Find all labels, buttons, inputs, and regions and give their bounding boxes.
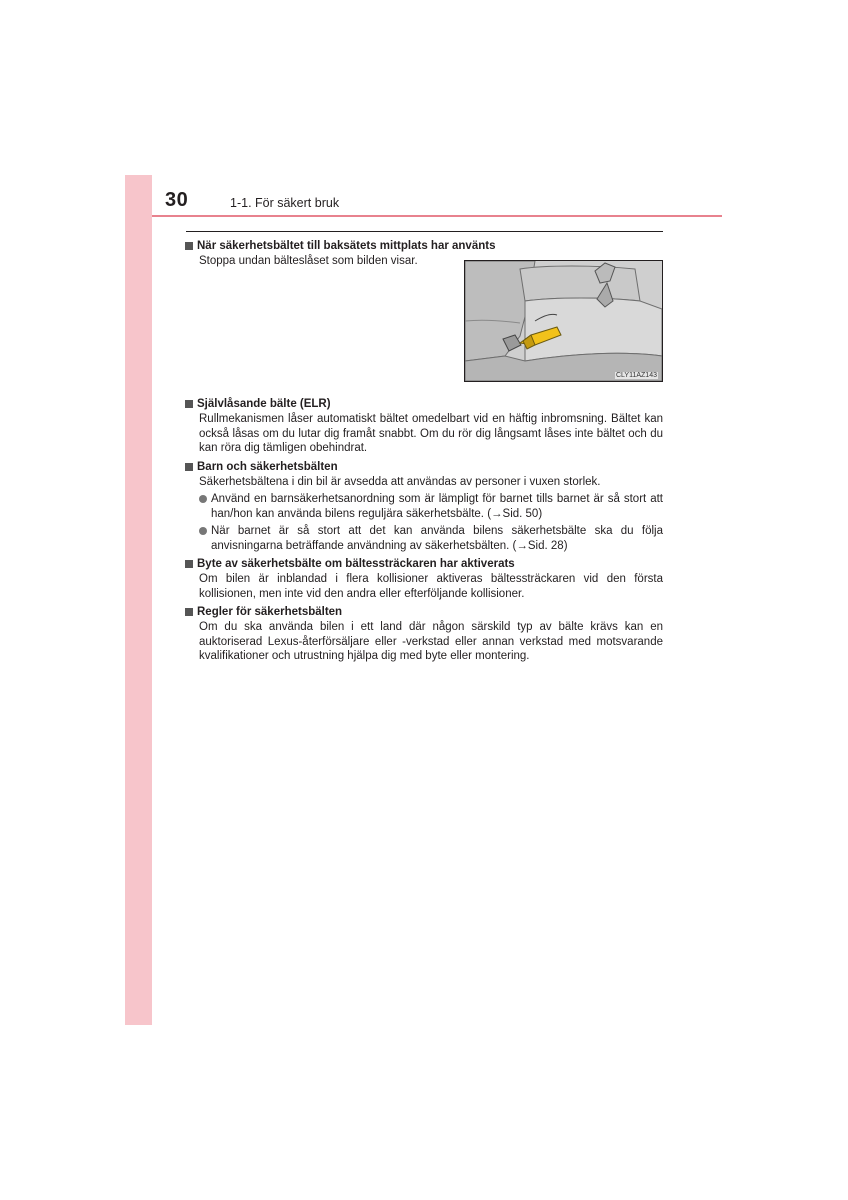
header-rule	[152, 215, 722, 217]
page-number: 30	[165, 189, 189, 211]
list-item-text: När barnet är så stort att det kan använda bilens säkerhetsbälte ska du följa anvisningarna beträffande användning av säkerhetsbälten. (→Sid. 28)	[211, 525, 663, 552]
square-bullet-icon	[185, 400, 193, 408]
section-heading	[185, 459, 663, 475]
round-bullet-icon	[199, 495, 207, 503]
section-belt-regulations	[185, 604, 663, 664]
section-elr-belt	[185, 396, 663, 456]
section-text: Om bilen är inblandad i flera kollisioner aktiveras bältessträckaren vid den första kollisionen, men inte vid den andra eller efterföljande kollisioner.	[199, 573, 663, 600]
heading-text: Regler för säkerhetsbälten	[197, 606, 343, 618]
side-color-band	[125, 175, 152, 1025]
section-heading	[185, 556, 663, 572]
list-item	[199, 524, 663, 553]
content-top-rule	[186, 231, 663, 232]
section-center-seat-belt	[185, 238, 663, 396]
section-children-belts	[185, 459, 663, 554]
section-title: 1-1. För säkert bruk	[230, 196, 340, 210]
section-text: Stoppa undan bälteslåset som bilden visar.	[199, 255, 418, 267]
content	[185, 238, 663, 664]
square-bullet-icon	[185, 608, 193, 616]
section-text: Rullmekanismen låser automatiskt bältet omedelbart vid en häftig inbromsning. Bältet kan också låsas om du lutar dig framåt snabbt. Om du rör dig långsamt låses inte bältet och du kan röra dig tämligen obehindrat.	[199, 413, 663, 454]
heading-text: Byte av säkerhetsbälte om bältessträckaren har aktiverats	[197, 558, 515, 570]
round-bullet-icon	[199, 527, 207, 535]
square-bullet-icon	[185, 242, 193, 250]
square-bullet-icon	[185, 560, 193, 568]
section-heading	[185, 396, 663, 412]
heading-text: När säkerhetsbältet till baksätets mittplats har använts	[197, 240, 496, 252]
rear-seat-drawing	[465, 261, 662, 381]
list-item-text: Använd en barnsäkerhetsanordning som är lämpligt för barnet tills barnet är så stort att han/hon kan använda bilens reguljära säkerhetsbälte. (→Sid. 50)	[211, 493, 663, 520]
section-text: Om du ska använda bilen i ett land där någon särskild typ av bälte krävs kan en auktoriserad Lexus-återförsäljare eller -verkstad eller annan verkstad med motsvarande kvalifikationer och utrustning hjälpa dig med byte eller montering.	[199, 621, 663, 662]
section-heading	[185, 238, 663, 254]
section-pretensioner-replacement	[185, 556, 663, 601]
heading-text: Barn och säkerhetsbälten	[197, 460, 338, 473]
section-heading	[185, 604, 663, 620]
section-text: Säkerhetsbältena i din bil är avsedda att användas av personer i vuxen storlek.	[199, 475, 601, 488]
seat-belt-buckle-illustration	[464, 260, 663, 382]
square-bullet-icon	[185, 463, 193, 471]
list-item	[199, 492, 663, 521]
figure-code: CLY11AZ143	[616, 372, 657, 379]
heading-text: Självlåsande bälte (ELR)	[197, 398, 331, 410]
